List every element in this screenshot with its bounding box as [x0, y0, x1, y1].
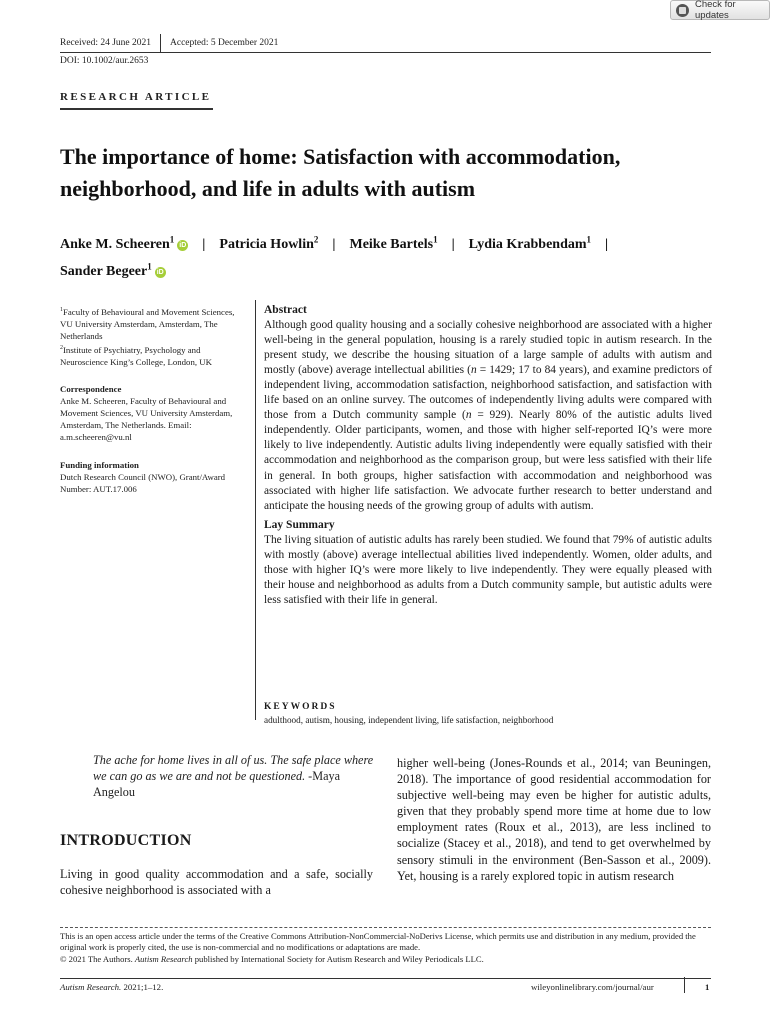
license-text: This is an open access article under the terms of the Creative Commons Attribution-NonCommercial-NoDerivs License, which permits use and distribution in any medium, provided the original work is properly cited, the use is non-commercial and no modifications or adaptations are made. © 2021 The Authors. Autism Research published by International Society for Autism Research and Wiley Periodicals LLC. — [60, 931, 696, 964]
header-divider — [160, 34, 161, 52]
author-separator: | — [451, 236, 455, 252]
orcid-icon[interactable]: iD — [179, 241, 187, 249]
footer-divider — [684, 977, 685, 993]
author-separator: | — [332, 236, 336, 252]
funding-information — [60, 459, 245, 495]
correspondence-heading: Correspondence — [60, 384, 122, 394]
header-rule — [60, 52, 711, 53]
article-title: The importance of home: Satisfaction with accommodation, neighborhood, and life in adults with autism — [60, 144, 621, 201]
introduction-text-left: Living in good quality accommodation and a safe, socially cohesive neighborhood is associated with a — [60, 867, 373, 898]
keywords-list: adulthood, autism, housing, independent living, life satisfaction, neighborhood — [264, 715, 554, 725]
check-for-updates-label: Check for updates — [695, 0, 736, 21]
author[interactable]: Patricia Howlin$^2$ — [219, 234, 319, 252]
author-separator: | — [202, 236, 206, 252]
author-list — [60, 228, 710, 283]
author[interactable]: Meike Bartels$^1$ — [349, 234, 438, 252]
doi[interactable]: DOI: 10.1002/aur.2653 — [60, 56, 149, 66]
column-divider — [255, 300, 256, 720]
journal-url[interactable]: wileyonlinelibrary.com/journal/aur — [531, 982, 654, 992]
orcid-icon[interactable]: iD — [156, 269, 164, 277]
author[interactable]: Lydia Krabbendam$^1$ — [468, 234, 592, 252]
correspondence — [60, 383, 245, 443]
lay-summary-text: The living situation of autistic adults has rarely been studied. We found that 79% of autistic adults with mostly (above) average intellectual abilities lived independently. Women, older adults, and those with higher IQ’s were more likely to live independently. They were equally pleased with their house and neighborhood as adults from a Dutch community sample, but autistic adults were less satisfied with their life in general. — [264, 533, 712, 606]
footer-rule — [60, 978, 711, 979]
accepted-date: Accepted: 5 December 2021 — [170, 38, 279, 48]
abstract-text: Although good quality housing and a socially cohesive neighborhood are associated with a higher well-being in the general population, housing is a rarely studied topic in autism research. In the present study, we describe the housing situation of a large sample of adults with autism and mostly (above) average intellectual abilities (n = 1429; 17 to 84 years), and examine predictors of independent living, accommodation satisfaction, neighborhood satisfaction, and satisfaction with life based on an online survey. The outcomes of independently living adults were compared with those from a Dutch community sample (n = 929). Nearly 80% of the autistic adults lived independently. Older participants, women, and those with higher self-reported IQ’s were more likely to live independently. Autistic adults living independently were equally satisfied with their accommodation and neighborhood as the comparison group, but were less satisfied with their life in general. In both groups, higher satisfaction with accommodation and neighborhood was associated with higher life satisfaction. We advocate further research to better understand and anticipate the housing needs of the growing group of adults with autism. — [264, 319, 713, 512]
check-updates-icon — [676, 4, 689, 17]
author[interactable]: Sander Begeer$^1$ — [60, 261, 152, 280]
abstract-heading: Abstract — [264, 304, 307, 316]
introduction-heading: INTRODUCTION — [60, 832, 192, 849]
section-label-underline — [60, 108, 213, 110]
author-separator: | — [605, 236, 609, 252]
affiliation: $^2$Institute of Psychiatry, Psychology and Neuroscience King’s College, London, UK — [60, 344, 212, 367]
check-for-updates-button[interactable] — [670, 0, 770, 20]
funding-text: Dutch Research Council (NWO), Grant/Award Number: AUT.17.006 — [60, 472, 226, 494]
affiliation: $^1$Faculty of Behavioural and Movement Sciences, VU University Amsterdam, Amsterdam, The Netherlands — [60, 306, 235, 341]
page-number: 1 — [705, 982, 710, 992]
received-date: Received: 24 June 2021 — [60, 38, 152, 48]
correspondence-text: Anke M. Scheeren, Faculty of Behavioural and Movement Sciences, VU University Amsterdam, Amsterdam, The Netherlands. Email: a.m.scheeren@vu.nl — [60, 396, 233, 442]
footer-citation: Autism Research. 2021;1–12. — [60, 982, 164, 992]
section-label: RESEARCH ARTICLE — [60, 91, 212, 103]
funding-heading: Funding information — [60, 460, 139, 470]
abstract — [264, 303, 712, 608]
introduction-text-right: higher well-being (Jones-Rounds et al., 2014; van Beuningen, 2018). The importance of good residential accommodation for subjective well-being may even be higher for autistic adults, given that they probably spend more time at home due to low employment rates (Roux et al., 2013), are less inclined to socialize (Stacey et al., 2018), and tend to get overwhelmed by sensory stimuli in the environment (Ben-Sasson et al., 2009). Yet, housing is a rarely explored topic in autism research — [397, 756, 711, 883]
author[interactable]: Anke M. Scheeren$^1$ — [60, 234, 175, 252]
keywords-heading: KEYWORDS — [264, 702, 337, 712]
epigraph: The ache for home lives in all of us. The safe place where we can go as we are and not be questioned. -Maya Angelou — [93, 753, 374, 799]
lay-summary-heading: Lay Summary — [264, 518, 335, 531]
license-divider — [60, 927, 711, 928]
